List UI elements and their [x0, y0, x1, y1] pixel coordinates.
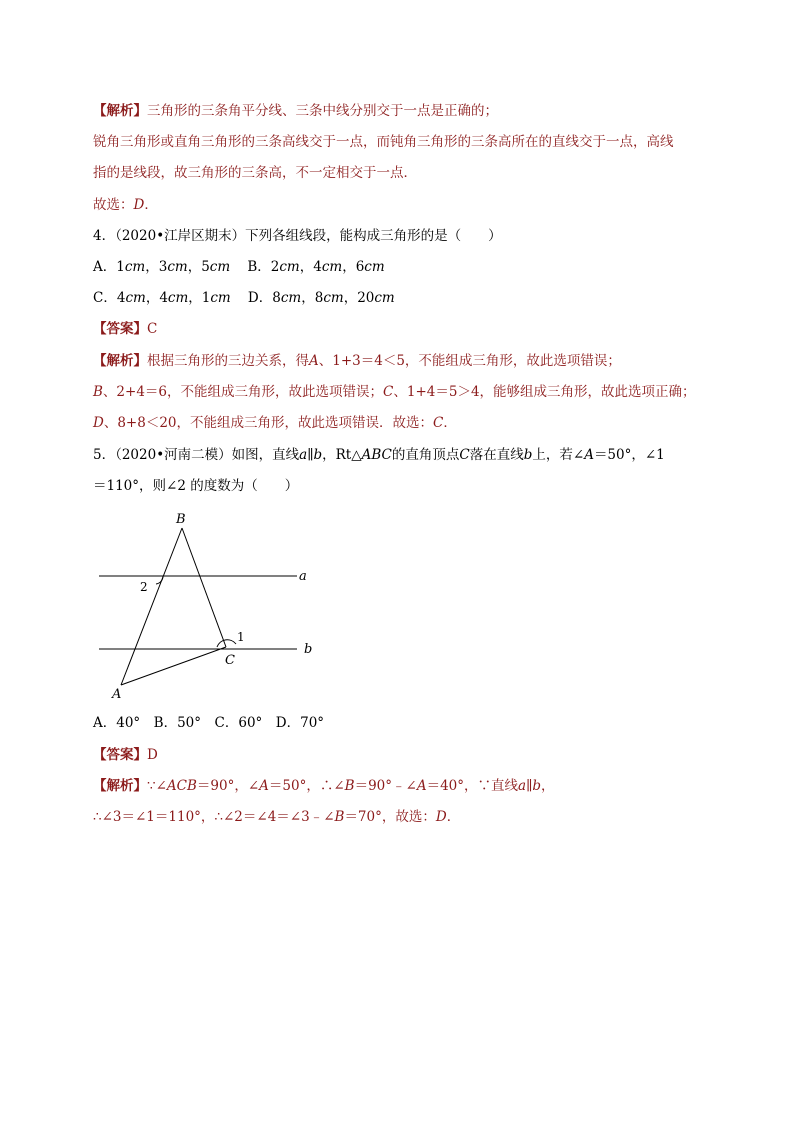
angle-2-arc [156, 576, 163, 584]
option-d: D．8cm，8cm，20cm [247, 290, 395, 306]
answer-value: C [147, 321, 158, 337]
angle-1-arc [217, 640, 236, 647]
question-number: 5． [93, 447, 116, 463]
q5-analysis-line1: 【解析】∵∠ACB＝90°，∠A＝50°，∴∠B＝90°﹣∠A＝40°，∵直线a∥b， [93, 778, 555, 794]
q5-answer [93, 746, 158, 764]
q3-choose: 故选：D． [93, 197, 158, 213]
label-2: 2 [140, 580, 148, 594]
side-ab [121, 528, 182, 685]
q3-analysis-line2: 锐角三角形或直角三角形的三条高线交于一点，而钝角三角形的三条高所在的直线交于一点，高线 [93, 134, 674, 150]
option-b: B．2cm，4cm，6cm [247, 259, 385, 275]
q5-stem-line1: 5．（2020•河南二模）如图，直线a∥b，Rt△ABC的直角顶点C落在直线b上，若∠A＝50°，∠1 [93, 447, 665, 463]
label-1: 1 [237, 630, 245, 644]
q4-answer [93, 320, 157, 338]
q3-analysis-line1: 【解析】三角形的三条角平分线、三条中线分别交于一点是正确的； [93, 103, 498, 119]
analysis-label: 【解析】 [93, 103, 147, 119]
option-c: C．4cm，4cm，1cm [93, 290, 231, 306]
geometry-figure [93, 505, 323, 703]
label-b: b [304, 642, 313, 657]
question-text: 下列各组线段，能构成三角形的是（ ） [245, 228, 502, 244]
q4-analysis-line2: B、2+4＝6，不能组成三角形，故此选项错误；C、1+4＝5＞4，能够组成三角形，故此选项正确； [93, 384, 696, 400]
q4-analysis-line3: D、8+8＜20，不能组成三角形，故此选项错误．故选：C． [93, 415, 457, 431]
label-B: B [176, 512, 186, 527]
q4-stem [93, 227, 502, 245]
q5-options: A．40° B．50° C．60° D．70° [93, 715, 325, 731]
q5-stem-line2: ＝110°，则∠2 的度数为（ ） [93, 478, 299, 494]
analysis-label: 【解析】 [93, 778, 147, 794]
q4-options-row1 [93, 258, 385, 276]
answer-label: 【答案】 [93, 747, 147, 763]
question-number: 4． [93, 228, 116, 244]
answer-label: 【答案】 [93, 321, 147, 337]
label-C: C [225, 653, 235, 668]
option-a: A．1cm，3cm，5cm [93, 259, 231, 275]
q3-analysis-line3: 指的是线段，故三角形的三条高，不一定相交于一点． [93, 165, 417, 181]
q5-analysis-line2: ∴∠3＝∠1＝110°，∴∠2＝∠4＝∠3﹣∠B＝70°，故选：D． [93, 809, 461, 825]
question-source: （2020•江岸区期末） [115, 228, 246, 244]
side-ac [121, 647, 226, 685]
q4-options-row2 [93, 289, 395, 307]
analysis-label: 【解析】 [93, 353, 147, 369]
question-source: （2020•河南二模） [115, 447, 232, 463]
q4-analysis-line1: 【解析】根据三角形的三边关系，得A、1+3＝4＜5，不能组成三角形，故此选项错误； [93, 353, 621, 369]
side-bc [182, 528, 226, 647]
label-a: a [299, 569, 307, 584]
answer-value: D [147, 747, 158, 763]
label-A: A [112, 687, 122, 702]
